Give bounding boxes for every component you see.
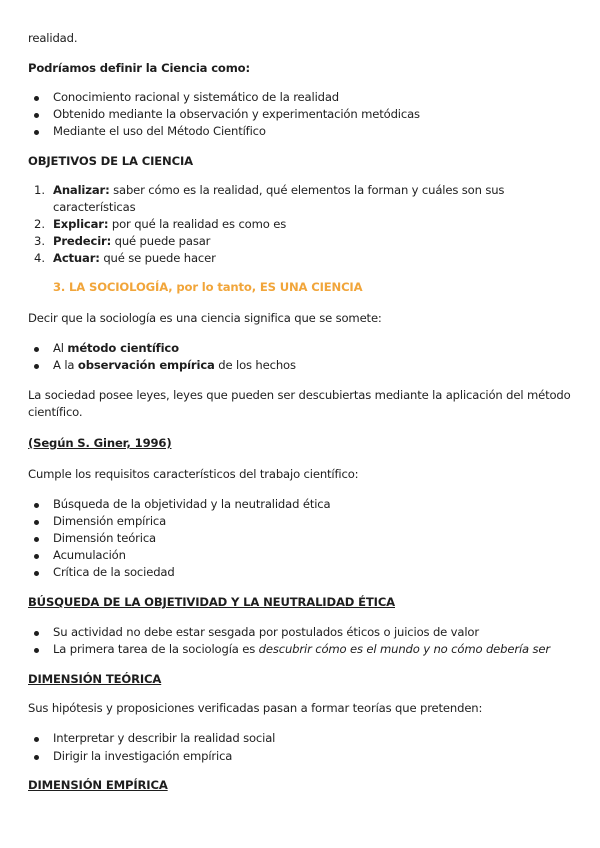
empirical-heading: DIMENSIÓN EMPÍRICA bbox=[28, 778, 168, 792]
definition-heading: Podríamos definir la Ciencia como: bbox=[28, 61, 250, 75]
bullet-icon bbox=[34, 96, 39, 101]
list-item: A la observación empírica de los hechos bbox=[0, 357, 600, 374]
bullet-icon bbox=[34, 347, 39, 352]
list-item-continuation: características bbox=[53, 200, 136, 214]
list-item: Dimensión teórica bbox=[0, 530, 600, 547]
intro-tail: realidad. bbox=[28, 31, 78, 45]
list-item: Dimensión empírica bbox=[0, 513, 600, 530]
objectives-heading: OBJETIVOS DE LA CIENCIA bbox=[28, 154, 193, 168]
list-item: Obtenido mediante la observación y experimentación metódicas bbox=[0, 106, 600, 123]
theoretical-intro: Sus hipótesis y proposiciones verificadas pasan a formar teorías que pretenden: bbox=[28, 701, 483, 715]
bullet-icon bbox=[34, 503, 39, 508]
list-item: Dirigir la investigación empírica bbox=[0, 748, 600, 765]
bullet-icon bbox=[34, 130, 39, 135]
bullet-icon bbox=[34, 537, 39, 542]
science-intro: Decir que la sociología es una ciencia significa que se somete: bbox=[28, 311, 382, 325]
list-item: La primera tarea de la sociología es descubrir cómo es el mundo y no cómo debería ser bbox=[0, 641, 600, 658]
list-item: 2. Explicar: por qué la realidad es como es bbox=[34, 217, 287, 231]
bullet-icon bbox=[34, 364, 39, 369]
objectivity-heading: BÚSQUEDA DE LA OBJETIVIDAD Y LA NEUTRALIDAD ÉTICA bbox=[28, 595, 395, 609]
list-item: 3. Predecir: qué puede pasar bbox=[34, 234, 211, 248]
list-item: Acumulación bbox=[0, 547, 600, 564]
bullet-icon bbox=[34, 755, 39, 760]
bullet-icon bbox=[34, 520, 39, 525]
section-3-title: 3. LA SOCIOLOGÍA, por lo tanto, ES UNA CIENCIA bbox=[53, 280, 363, 294]
bullet-icon bbox=[34, 554, 39, 559]
bullet-icon bbox=[34, 631, 39, 636]
giner-heading: (Según S. Giner, 1996) bbox=[28, 436, 172, 450]
theoretical-heading: DIMENSIÓN TEÓRICA bbox=[28, 672, 162, 686]
laws-paragraph-line-2: científico. bbox=[28, 405, 83, 419]
list-item: 4. Actuar: qué se puede hacer bbox=[34, 251, 216, 265]
list-item: Interpretar y describir la realidad social bbox=[0, 730, 600, 747]
list-item: Búsqueda de la objetividad y la neutralidad ética bbox=[0, 496, 600, 513]
list-item: 1. Analizar: saber cómo es la realidad, qué elementos la forman y cuáles son sus bbox=[34, 183, 505, 197]
bullet-icon bbox=[34, 571, 39, 576]
bullet-icon bbox=[34, 648, 39, 653]
list-item: Al método científico bbox=[0, 340, 600, 357]
bullet-icon bbox=[34, 737, 39, 742]
bullet-icon bbox=[34, 113, 39, 118]
laws-paragraph-line-1: La sociedad posee leyes, leyes que pueden ser descubiertas mediante la aplicación del método bbox=[28, 388, 571, 402]
requirements-intro: Cumple los requisitos característicos del trabajo científico: bbox=[28, 467, 359, 481]
list-item: Conocimiento racional y sistemático de la realidad bbox=[0, 89, 600, 106]
list-item: Crítica de la sociedad bbox=[0, 564, 600, 581]
list-item: Mediante el uso del Método Científico bbox=[0, 123, 600, 140]
list-item: Su actividad no debe estar sesgada por postulados éticos o juicios de valor bbox=[0, 624, 600, 641]
